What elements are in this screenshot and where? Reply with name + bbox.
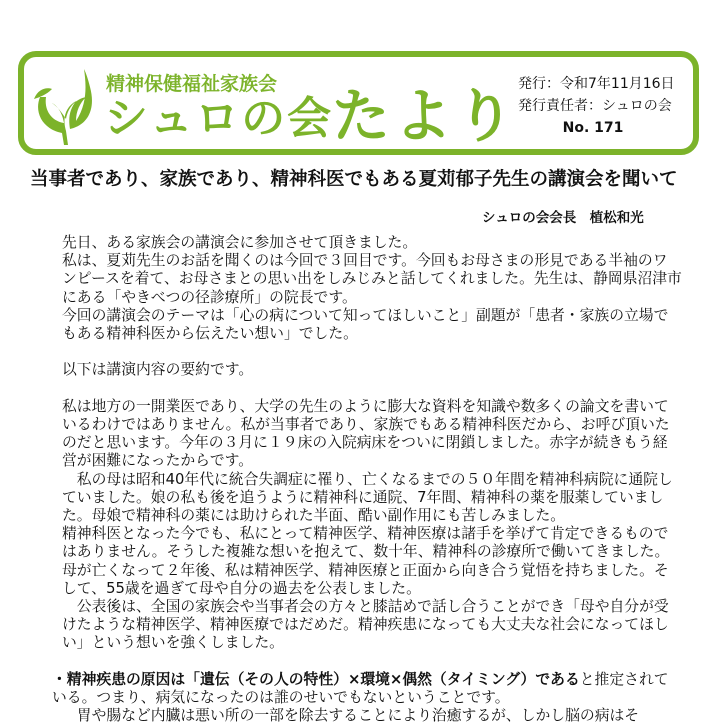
bullet-bold: ・精神疾患の原因は「遺伝（その人の特性）×環境×偶然（タイミング）である	[52, 670, 580, 688]
org-subtitle: 精神保健福祉家族会	[106, 73, 278, 95]
paragraph: 公表後は、全国の家族会や当事者会の方々と膝詰めで話し合うことができ「母や自分が受けたような精神医学、精神医療ではだめだ。精神疾患になっても大丈夫な社会になってほしい」という想いを強くしました。	[62, 598, 669, 652]
bullet-paragraph	[52, 671, 682, 707]
spacer	[62, 343, 682, 361]
publication-info	[518, 73, 675, 139]
palm-sprout-logo-icon	[32, 67, 102, 147]
paragraph-cutoff: 胃や腸など内臓は悪い所の一部を除去することにより治癒するが、しかし脳の病はそ	[62, 707, 640, 725]
issue-number: No. 171	[562, 120, 624, 136]
article-body	[52, 234, 682, 725]
article-author: シュロの会会長 植松和光	[482, 210, 644, 226]
paragraph: 私は地方の一開業医であり、大学の先生のように膨大な資料を知識や数多くの論文を書いているわけではありません。私が当事者であり、家族でもある精神科医だから、お呼び頂いたのだと思います。今年の３月に１９床の入院病床をついに閉鎖しました。赤字が続きもう経営が困難になったからです。	[62, 397, 670, 470]
paragraph: 私は、夏苅先生のお話を聞くのは今回で３回目です。今回もお母さまの形見である半袖のワンピースを着て、お母さまとの思い出をしみじみと話してくれました。先生は、静岡県沼津市にある「やきべつの径診療所」の院長です。	[62, 252, 682, 306]
paragraph: 精神科医となった今でも、私にとって精神医学、精神医療は諸手を挙げて肯定できるものではありません。そうした複雑な想いを抱えて、数十年、精神科の診療所で働いてきました。母が亡くなって２年後、私は精神医学、精神医療と正面から向き合う覚悟を持ちました。そして、55歳を過ぎて母や自分の過去を公表しました。	[62, 525, 670, 597]
publication-date: 発行：令和7年11月16日	[518, 76, 675, 92]
paragraph: 以下は講演内容の要約です。	[62, 361, 254, 379]
newsletter-name: たより	[332, 82, 519, 150]
bullet-normal: と推定されている。つまり、病気になったのは誰のせいでもないということです。	[52, 670, 669, 707]
spacer	[62, 653, 682, 671]
spacer	[62, 380, 682, 398]
newsletter-banner	[18, 51, 699, 155]
paragraph: 先日、ある家族会の講演会に参加させて頂きました。	[62, 234, 418, 251]
paragraph: 私の母は昭和40年代に統合失調症に罹り、亡くなるまでの５０年間を精神科病院に通院していました。娘の私も後を追うように精神科に通院、7年間、精神科の薬を服薬していました。母娘で精神科の薬には助けられた半面、酷い副作用にも苦しみました。	[62, 470, 673, 525]
publisher: 発行責任者：シュロの会	[518, 98, 672, 114]
org-name: シュロの会	[104, 93, 334, 144]
article-title: 当事者であり、家族であり、精神科医でもある夏苅郁子先生の講演会を聞いて	[30, 169, 678, 190]
paragraph: 今回の講演会のテーマは「心の病について知ってほしいこと」副題が「患者・家族の立場でもある精神科医から伝えたい想い」でした。	[62, 306, 669, 343]
